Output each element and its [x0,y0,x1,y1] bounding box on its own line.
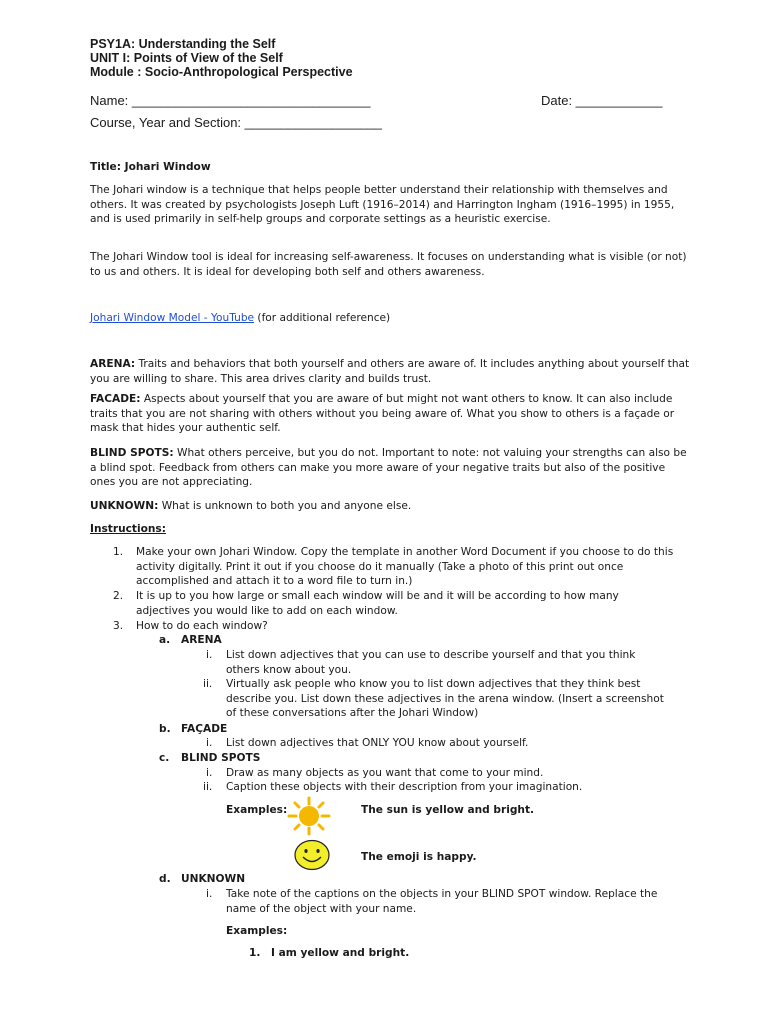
examples-label: Examples: [226,804,288,816]
definition-text: What others perceive, but you do not. Important to note: not valuing your strengths can also be a blind spot. Feedback from others can make you more aware of your negative traits but also of the positive ones you are not appreciating. [90,447,687,489]
module-title: Module : Socio-Anthropological Perspective [90,65,353,79]
definition-term: UNKNOWN: [90,500,159,512]
roman-numeral: ii. [203,678,213,690]
definition-term: BLIND SPOTS: [90,447,174,459]
youtube-link[interactable]: Johari Window Model - YouTube [90,312,255,324]
unit-title: UNIT I: Points of View of the Self [90,51,283,65]
sub-letter: b. [159,723,171,735]
arena-step-i: List down adjectives that you can use to describe yourself and that you think others know about you. [226,649,636,676]
roman-numeral: i. [206,767,213,779]
facade-heading: FAÇADE [181,723,228,735]
step-1-text: Make your own Johari Window. Copy the template in another Word Document if you choose to do this activity digitally. Print it out if you choose do it manually (Take a photo of this print out once accomplished and attach it to a word file to turn in.) [136,546,674,588]
step-3-text: How to do each window? [136,620,268,632]
example-1-text: I am yellow and bright. [271,947,410,959]
step-number: 2. [113,590,124,602]
step-2-text: It is up to you how large or small each window will be and it will be according to how many adjectives you would like to add on each window. [136,590,619,617]
intro-paragraph-1: The Johari window is a technique that helps people better understand their relationship with themselves and others. It was created by psychologists Joseph Luft (1916–2014) and Harrington Ingham (1916–1995) in 1955, and is used primarily in self-help groups and corporate settings as a heuristic exercise. [90,184,675,226]
sub-letter: d. [159,873,171,885]
definition-term: FACADE: [90,393,141,405]
reference-suffix: (for additional reference) [254,312,391,324]
arena-heading: ARENA [181,634,222,646]
roman-numeral: i. [206,649,213,661]
roman-numeral: i. [206,888,213,900]
name-field[interactable]: Name: _________________________________ [90,93,371,108]
document-title: Title: Johari Window [90,161,211,173]
course-title: PSY1A: Understanding the Self [90,37,276,51]
sub-letter: c. [159,752,170,764]
unknown-heading: UNKNOWN [181,873,246,885]
definition-text: Aspects about yourself that you are aware of but might not want others to know. It can also include traits that you are not sharing with others without you being aware of. What you show to others is a façade or mask that hides your authentic self. [90,393,675,435]
roman-numeral: i. [206,737,213,749]
definition-blind-spots [90,446,690,490]
reference-line [90,311,390,326]
definition-arena [90,357,690,386]
definition-text: Traits and behaviors that both yourself and others are aware of. It includes anything about yourself that you are willing to share. This area drives clarity and builds trust. [90,358,690,385]
instructions-heading: Instructions: [90,523,166,535]
roman-numeral: ii. [203,781,213,793]
smiley-face-icon [293,839,331,871]
step-number: 3. [113,620,124,632]
blind-spots-heading: BLIND SPOTS [181,752,261,764]
sub-letter: a. [159,634,171,646]
unknown-step-i: Take note of the captions on the objects in your BLIND SPOT window. Replace the name of the object with your name. [226,888,658,915]
arena-step-ii: Virtually ask people who know you to list down adjectives that they think best describe you. List down these adjectives in the arena window. (Insert a screenshot of these conversations after the Johari Window) [226,678,664,720]
sun-caption: The sun is yellow and bright. [361,804,535,816]
facade-step-i: List down adjectives that ONLY YOU know about yourself. [226,737,529,749]
sun-icon [286,796,332,836]
emoji-caption: The emoji is happy. [361,851,477,863]
date-field[interactable]: Date: ____________ [541,93,663,108]
definition-unknown [90,499,690,514]
intro-paragraph-2: The Johari Window tool is ideal for increasing self-awareness. It focuses on understanding what is visible (or not) to us and others. It is ideal for developing both self and others awareness. [90,251,687,278]
definition-facade [90,392,690,436]
course-section-field[interactable]: Course, Year and Section: ___________________ [90,115,383,130]
blind-spots-step-i: Draw as many objects as you want that come to your mind. [226,767,544,779]
definition-text: What is unknown to both you and anyone else. [158,500,412,512]
examples-label-2: Examples: [226,925,288,937]
definition-term: ARENA: [90,358,136,370]
step-number: 1. [113,546,124,558]
example-number: 1. [249,947,261,959]
blind-spots-step-ii: Caption these objects with their description from your imagination. [226,781,583,793]
